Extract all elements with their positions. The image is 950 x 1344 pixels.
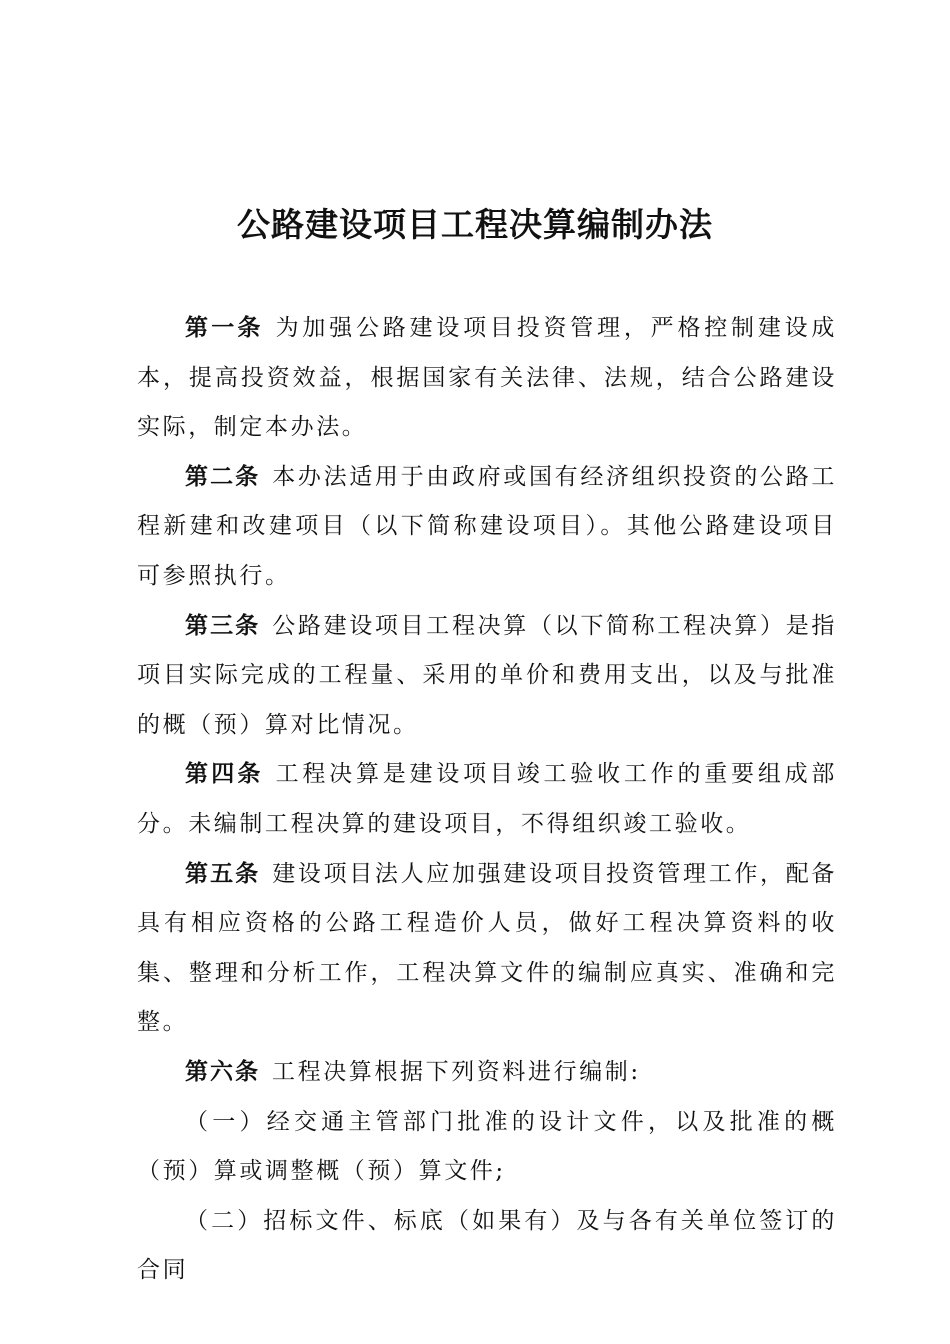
document-title: 公路建设项目工程决算编制办法 bbox=[237, 205, 713, 244]
article-text: 本办法适用于由政府或国有经济组织投资的公路工程新建和改建项目（以下简称建设项目）。其他公路建设项目可参照执行。 bbox=[137, 463, 838, 589]
list-item-2: （二）招标文件、标底（如果有）及与各有关单位签订的合同 bbox=[137, 1207, 837, 1284]
article-label: 第三条 bbox=[185, 612, 261, 639]
article-label: 第六条 bbox=[185, 1058, 260, 1085]
article-label: 第五条 bbox=[185, 860, 261, 887]
article-text: 公路建设项目工程决算（以下简称工程决算）是指项目实际完成的工程量、采用的单价和费用支出，以及与批准的概（预）算对比情况。 bbox=[137, 612, 838, 738]
article-label: 第二条 bbox=[185, 463, 261, 490]
article-4 bbox=[137, 750, 837, 849]
article-1 bbox=[137, 304, 837, 453]
article-text: 建设项目法人应加强建设项目投资管理工作，配备具有相应资格的公路工程造价人员，做好工程决算资料的收集、整理和分析工作，工程决算文件的编制应真实、准确和完整。 bbox=[137, 860, 838, 1036]
article-label: 第一条 bbox=[185, 315, 264, 341]
article-3 bbox=[137, 602, 837, 751]
article-6 bbox=[137, 1048, 837, 1098]
article-2 bbox=[137, 453, 837, 602]
document-body bbox=[137, 304, 837, 1296]
article-label: 第四条 bbox=[185, 761, 264, 788]
article-5 bbox=[137, 850, 837, 1048]
list-item-1: （一）经交通主管部门批准的设计文件，以及批准的概（预）算或调整概（预）算文件; bbox=[137, 1108, 837, 1185]
article-text: 工程决算根据下列资料进行编制: bbox=[272, 1058, 641, 1085]
article-text: 工程决算是建设项目竣工验收工作的重要组成部分。未编制工程决算的建设项目，不得组织竣工验收。 bbox=[137, 761, 837, 837]
article-text: 为加强公路建设项目投资管理，严格控制建设成本，提高投资效益，根据国家有关法律、法规，结合公路建设实际，制定本办法。 bbox=[137, 315, 837, 441]
